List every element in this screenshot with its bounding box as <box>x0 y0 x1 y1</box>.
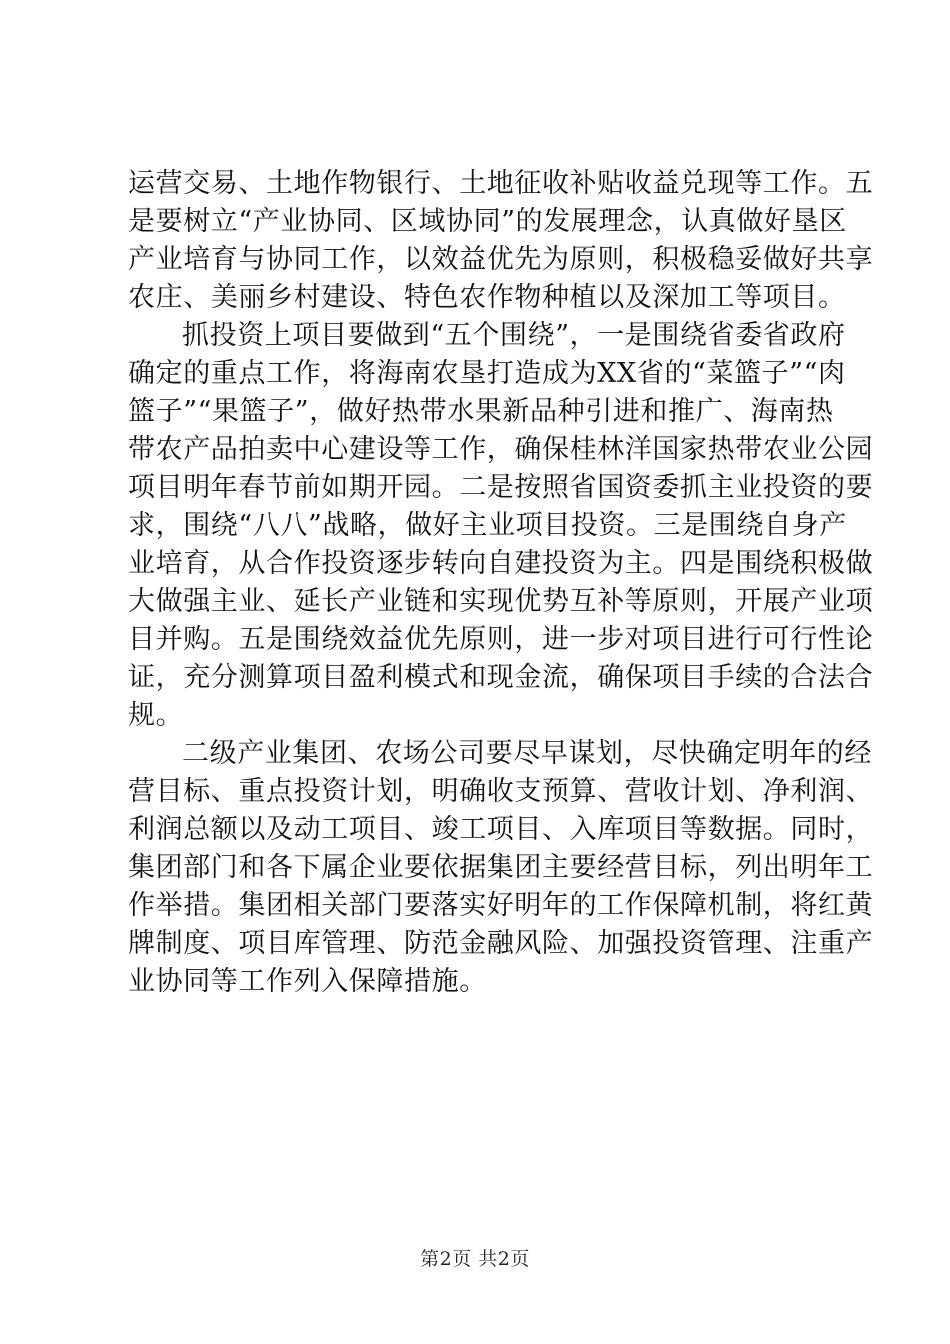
paragraph-2-line-3: 篮子”“果篮子”，做好热带水果新品种引进和推广、海南热 <box>128 396 834 427</box>
document-body <box>128 165 874 1001</box>
page-number-footer: 第2页 共2页 <box>420 1248 530 1270</box>
paragraph-3-line-5: 作举措。集团相关部门要落实好明年的工作保障机制，将红黄 <box>128 890 874 921</box>
paragraph-2-line-5: 项目明年春节前如期开园。二是按照省国资委抓主业投资的要 <box>128 472 874 503</box>
paragraph-3-line-6: 牌制度、项目库管理、防范金融风险、加强投资管理、注重产 <box>128 928 874 959</box>
paragraph-2-line-9: 目并购。五是围绕效益优先原则，进一步对项目进行可行性论 <box>128 624 874 655</box>
paragraph-1-line-4: 农庄、美丽乡村建设、特色农作物种植以及深加工等项目。 <box>128 282 846 313</box>
paragraph-2-line-6: 求，围绕“八八”战略，做好主业项目投资。三是围绕自身产 <box>128 510 847 541</box>
paragraph-2-line-11: 规。 <box>128 700 184 731</box>
paragraph-2-line-8: 大做强主业、延长产业链和实现优势互补等原则，开展产业项 <box>128 586 874 617</box>
paragraph-3-line-7: 业协同等工作列入保障措施。 <box>128 966 487 997</box>
paragraph-2-line-7: 业培育，从合作投资逐步转向自建投资为主。四是围绕积极做 <box>128 548 874 579</box>
paragraph-2-line-4: 带农产品拍卖中心建设等工作，确保桂林洋国家热带农业公园 <box>128 434 874 465</box>
paragraph-3-line-3: 利润总额以及动工项目、竣工项目、入库项目等数据。同时， <box>128 814 874 845</box>
paragraph-1-line-2: 是要树立“产业协同、区域协同”的发展理念，认真做好垦区 <box>128 206 847 237</box>
paragraph-3-line-2: 营目标、重点投资计划，明确收支预算、营收计划、净利润、 <box>128 776 874 807</box>
paragraph-3-line-1: 二级产业集团、农场公司要尽早谋划，尽快确定明年的经 <box>182 738 872 769</box>
paragraph-3-line-4: 集团部门和各下属企业要依据集团主要经营目标，列出明年工 <box>128 852 874 883</box>
paragraph-2-line-2: 确定的重点工作，将海南农垦打造成为XX省的“菜篮子”“肉 <box>128 358 846 389</box>
paragraph-1-line-3: 产业培育与协同工作，以效益优先为原则，积极稳妥做好共享 <box>128 244 874 275</box>
paragraph-1-line-1: 运营交易、土地作物银行、土地征收补贴收益兑现等工作。五 <box>128 168 874 199</box>
paragraph-2-line-10: 证，充分测算项目盈利模式和现金流，确保项目手续的合法合 <box>128 662 874 693</box>
paragraph-2-line-1: 抓投资上项目要做到“五个围绕”，一是围绕省委省政府 <box>182 320 846 351</box>
